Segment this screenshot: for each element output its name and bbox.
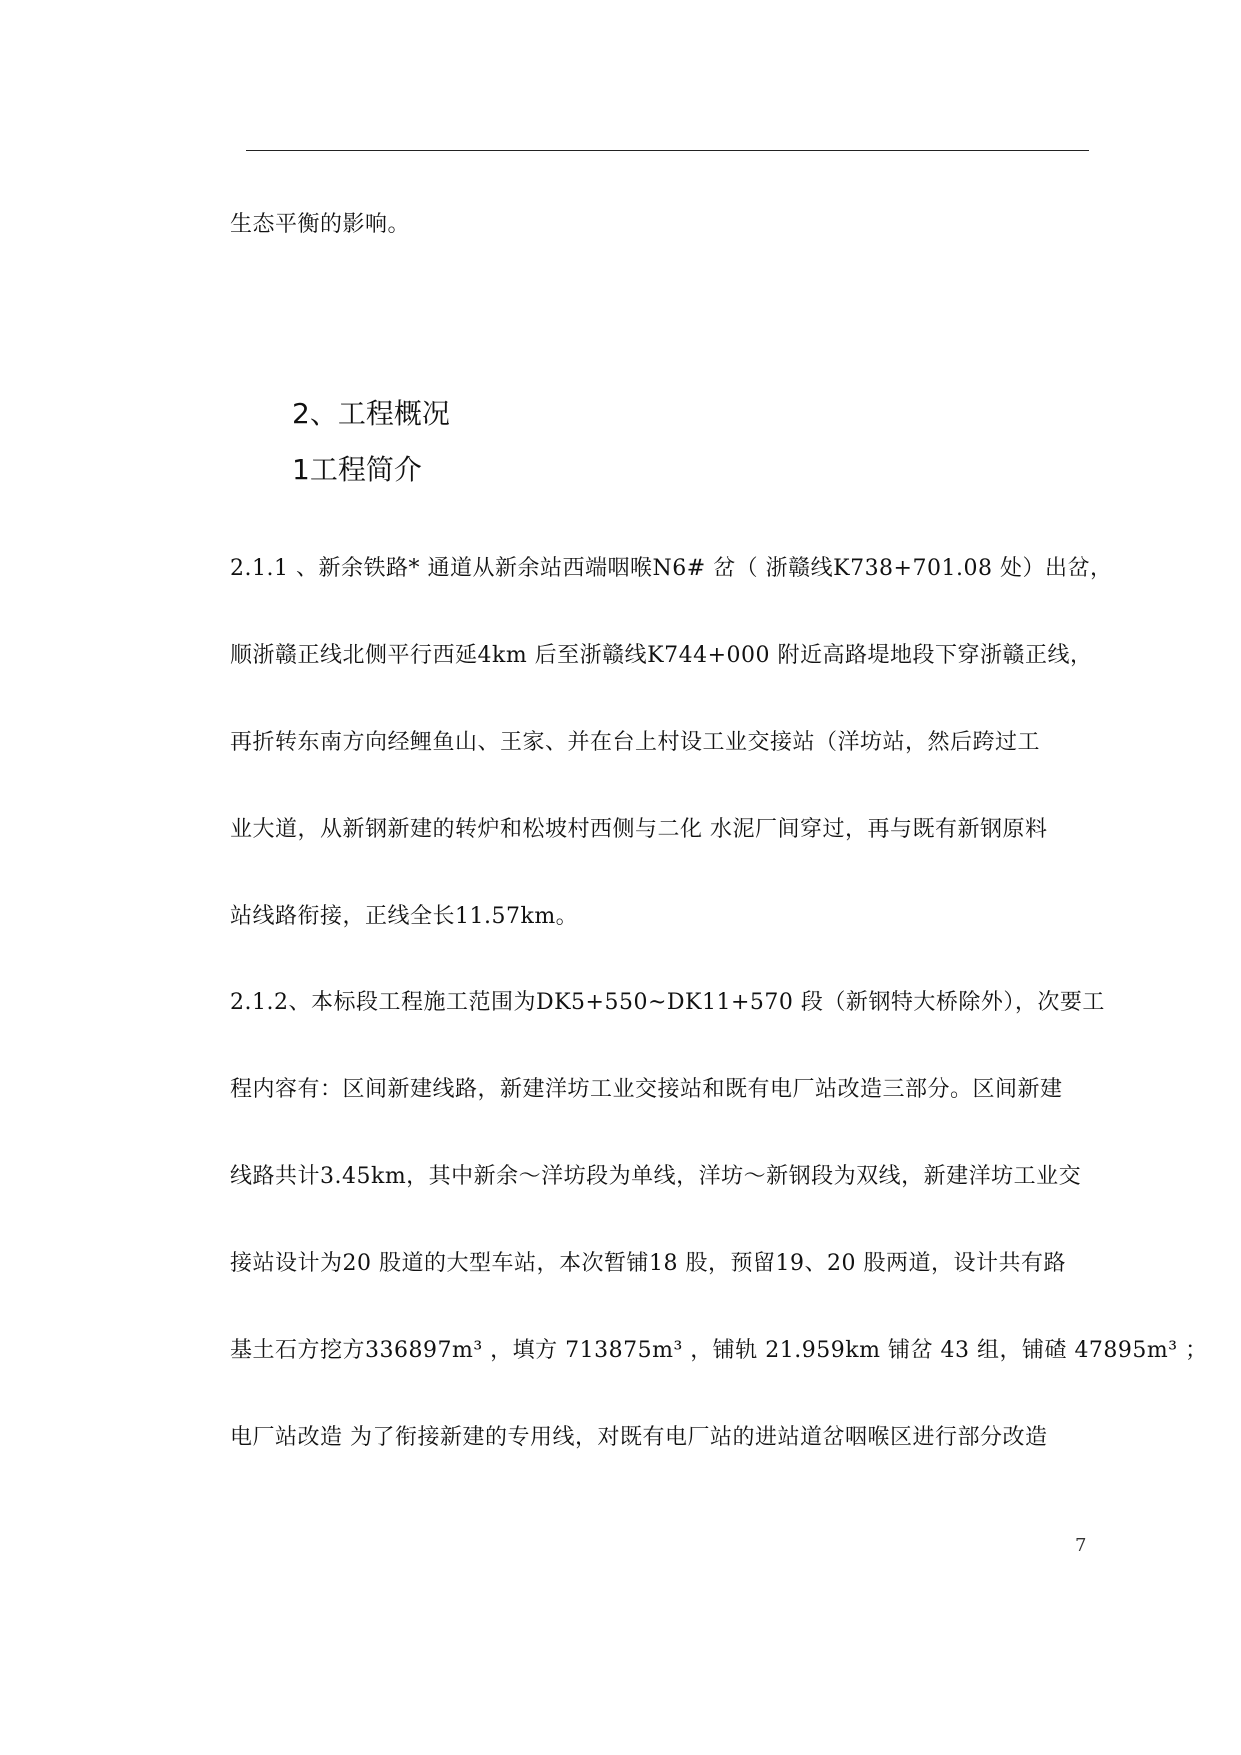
text-line-intro: 生态平衡的影响。 — [230, 212, 411, 237]
body-line-2: 顺浙赣正线北侧平行西延4km 后至浙赣线K744+000 附近高路堤地段下穿浙赣正线， — [230, 643, 1093, 668]
subsection-heading: 1工程简介 — [292, 453, 422, 486]
body-line-10: 基土石方挖方336897m³ ，填方 713875m³ ，铺轨 21.959km 铺岔 43 组，铺碴 47895m³ ； — [230, 1338, 1208, 1363]
body-line-11: 电厂站改造 为了衔接新建的专用线，对既有电厂站的进站道岔咽喉区进行部分改造 — [230, 1425, 1048, 1450]
section-heading: 2、工程概况 — [292, 397, 450, 430]
body-line-5: 站线路衔接，正线全长11.57km。 — [230, 904, 579, 929]
page-number: 7 — [1075, 1535, 1087, 1556]
body-line-1: 2.1.1 、新余铁路* 通道从新余站西端咽喉N6# 岔（ 浙赣线K738+701.08 处）出岔， — [230, 556, 1113, 581]
body-line-9: 接站设计为20 股道的大型车站，本次暂铺18 股，预留19、20 股两道，设计共有路 — [230, 1251, 1066, 1276]
header-rule — [246, 150, 1089, 151]
body-line-7: 程内容有：区间新建线路，新建洋坊工业交接站和既有电厂站改造三部分。区间新建 — [230, 1077, 1063, 1102]
body-line-4: 业大道，从新钢新建的转炉和松坡村西侧与二化 水泥厂间穿过，再与既有新钢原料 — [230, 817, 1048, 842]
body-line-6: 2.1.2、本标段工程施工范围为DK5+550~DK11+570 段（新钢特大桥除外），次要工 — [230, 990, 1105, 1015]
body-line-8: 线路共计3.45km，其中新余～洋坊段为单线，洋坊～新钢段为双线，新建洋坊工业交 — [230, 1164, 1082, 1189]
body-line-3: 再折转东南方向经鲤鱼山、王家、并在台上村设工业交接站（洋坊站，然后跨过工 — [230, 730, 1041, 755]
